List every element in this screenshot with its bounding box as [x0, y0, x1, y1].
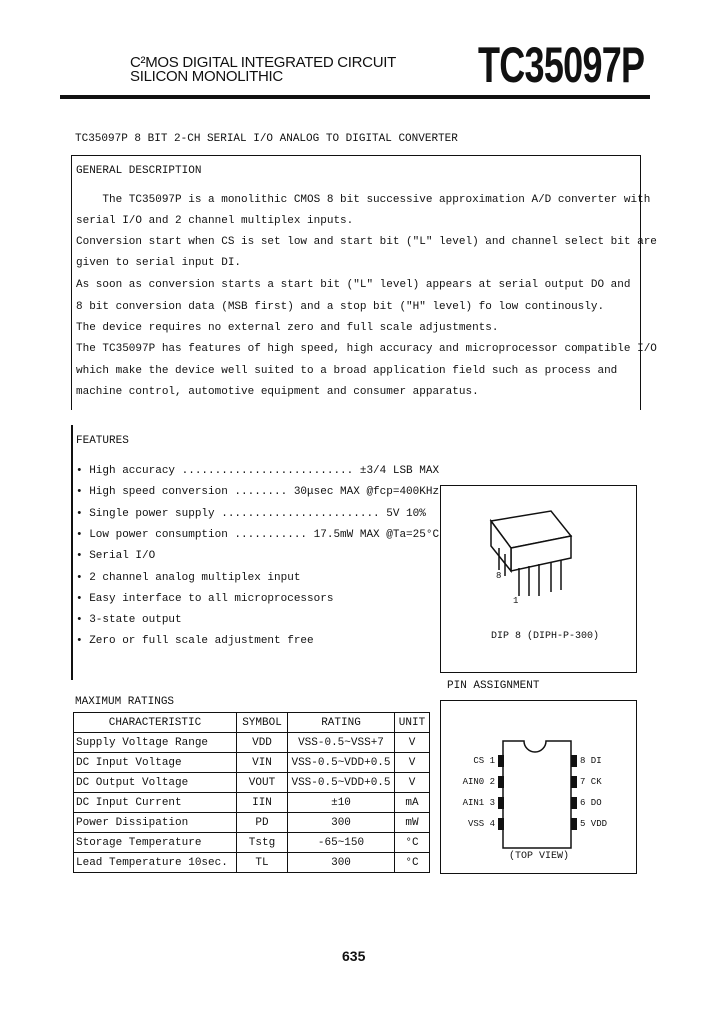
pin-left-1: CS 1 [473, 756, 495, 766]
characteristic-cell: DC Input Voltage [74, 753, 237, 773]
characteristic-cell: DC Input Current [74, 793, 237, 813]
table-row [74, 773, 430, 793]
description-line: The TC35097P has features of high speed, high accuracy and microprocessor compatible I/O [76, 343, 657, 355]
pin-left-4: VSS 4 [467, 819, 495, 829]
characteristic-cell: Lead Temperature 10sec. [74, 853, 237, 873]
table-row [74, 853, 430, 873]
feature-item: • 3-state output [76, 614, 182, 626]
pin1-label: 1 [513, 596, 519, 606]
characteristic-cell: Storage Temperature [74, 833, 237, 853]
description-line: given to serial input DI. [76, 257, 242, 269]
pin-right-8: 8 DI [580, 756, 602, 766]
feature-item: • Serial I/O [76, 550, 156, 562]
features-border [71, 425, 73, 680]
symbol-cell: IIN [237, 793, 288, 813]
feature-item: • Low power consumption ........... 17.5mW MAX @Ta=25°C [76, 529, 440, 541]
description-line: Conversion start when CS is set low and start bit ("L" level) and channel select bit are [76, 236, 657, 248]
rating-cell: VSS-0.5~VSS+7 [288, 733, 395, 753]
pin-left-2: AIN0 2 [462, 777, 495, 787]
symbol-cell: VOUT [237, 773, 288, 793]
rating-cell: 300 [288, 813, 395, 833]
rating-cell: -65~150 [288, 833, 395, 853]
feature-item: • Easy interface to all microprocessors [76, 593, 334, 605]
description-line: machine control, automotive equipment and consumer apparatus. [76, 386, 479, 398]
description-line: The device requires no external zero and full scale adjustments. [76, 322, 499, 334]
part-number-title: TC35097P [478, 37, 645, 93]
description-line: which make the device well suited to a broad application field such as process and [76, 365, 618, 377]
description-line: serial I/O and 2 channel multiplex inputs. [76, 215, 354, 227]
description-line: The TC35097P is a monolithic CMOS 8 bit successive approximation A/D converter with [76, 194, 651, 206]
unit-cell: V [395, 773, 430, 793]
symbol-cell: PD [237, 813, 288, 833]
pin8-label: 8 [496, 571, 502, 581]
table-row [74, 813, 430, 833]
symbol-cell: TL [237, 853, 288, 873]
pin-right-7: 7 CK [580, 777, 602, 787]
unit-cell: mA [395, 793, 430, 813]
unit-cell: °C [395, 833, 430, 853]
column-header: UNIT [395, 713, 430, 733]
unit-cell: V [395, 733, 430, 753]
feature-item: • High speed conversion ........ 30μsec MAX @fcp=400KHz [76, 486, 440, 498]
package-label: DIP 8 (DIPH-P-300) [491, 631, 600, 642]
header-line2: SILICON MONOLITHIC [130, 68, 283, 85]
dip-outline [441, 701, 636, 873]
page-number: 635 [342, 948, 366, 964]
table-row [74, 793, 430, 813]
column-header: CHARACTERISTIC [74, 713, 237, 733]
top-view-caption: (TOP VIEW) [509, 851, 570, 862]
symbol-cell: VIN [237, 753, 288, 773]
description-line: As soon as conversion starts a start bit ("L" level) appears at serial output DO and [76, 279, 631, 291]
rating-cell: VSS-0.5~VDD+0.5 [288, 753, 395, 773]
symbol-cell: Tstg [237, 833, 288, 853]
unit-cell: V [395, 753, 430, 773]
rating-cell: ±10 [288, 793, 395, 813]
feature-item: • High accuracy .......................... ±3/4 LSB MAX [76, 465, 440, 477]
column-header: RATING [288, 713, 395, 733]
header-rule [60, 95, 650, 99]
feature-item: • Zero or full scale adjustment free [76, 635, 314, 647]
feature-item: • Single power supply ........................ 5V 10% [76, 508, 426, 520]
rating-cell: VSS-0.5~VDD+0.5 [288, 773, 395, 793]
table-row [74, 733, 430, 753]
header-line1: C²MOS DIGITAL INTEGRATED CIRCUIT [130, 54, 396, 71]
dip8-package-illustration [441, 486, 636, 626]
characteristic-cell: Power Dissipation [74, 813, 237, 833]
table-row [74, 833, 430, 853]
pin-right-6: 6 DO [580, 798, 602, 808]
feature-item: • 2 channel analog multiplex input [76, 572, 301, 584]
subtitle: TC35097P 8 BIT 2-CH SERIAL I/O ANALOG TO DIGITAL CONVERTER [75, 133, 458, 145]
maximum-ratings-table [73, 712, 430, 873]
pin-assignment-heading: PIN ASSIGNMENT [447, 680, 540, 692]
characteristic-cell: Supply Voltage Range [74, 733, 237, 753]
description-line: 8 bit conversion data (MSB first) and a stop bit ("H" level) fo low continously. [76, 301, 605, 313]
package-box [440, 485, 637, 673]
pin-assignment-box [440, 700, 637, 874]
unit-cell: mW [395, 813, 430, 833]
pin-left-3: AIN1 3 [462, 798, 495, 808]
pin-right-5: 5 VDD [580, 819, 608, 829]
symbol-cell: VDD [237, 733, 288, 753]
rating-cell: 300 [288, 853, 395, 873]
unit-cell: °C [395, 853, 430, 873]
table-row [74, 753, 430, 773]
features-heading: FEATURES [76, 435, 129, 447]
characteristic-cell: DC Output Voltage [74, 773, 237, 793]
table-header-row [74, 713, 430, 733]
general-heading: GENERAL DESCRIPTION [76, 165, 202, 177]
column-header: SYMBOL [237, 713, 288, 733]
ratings-heading: MAXIMUM RATINGS [75, 696, 175, 708]
